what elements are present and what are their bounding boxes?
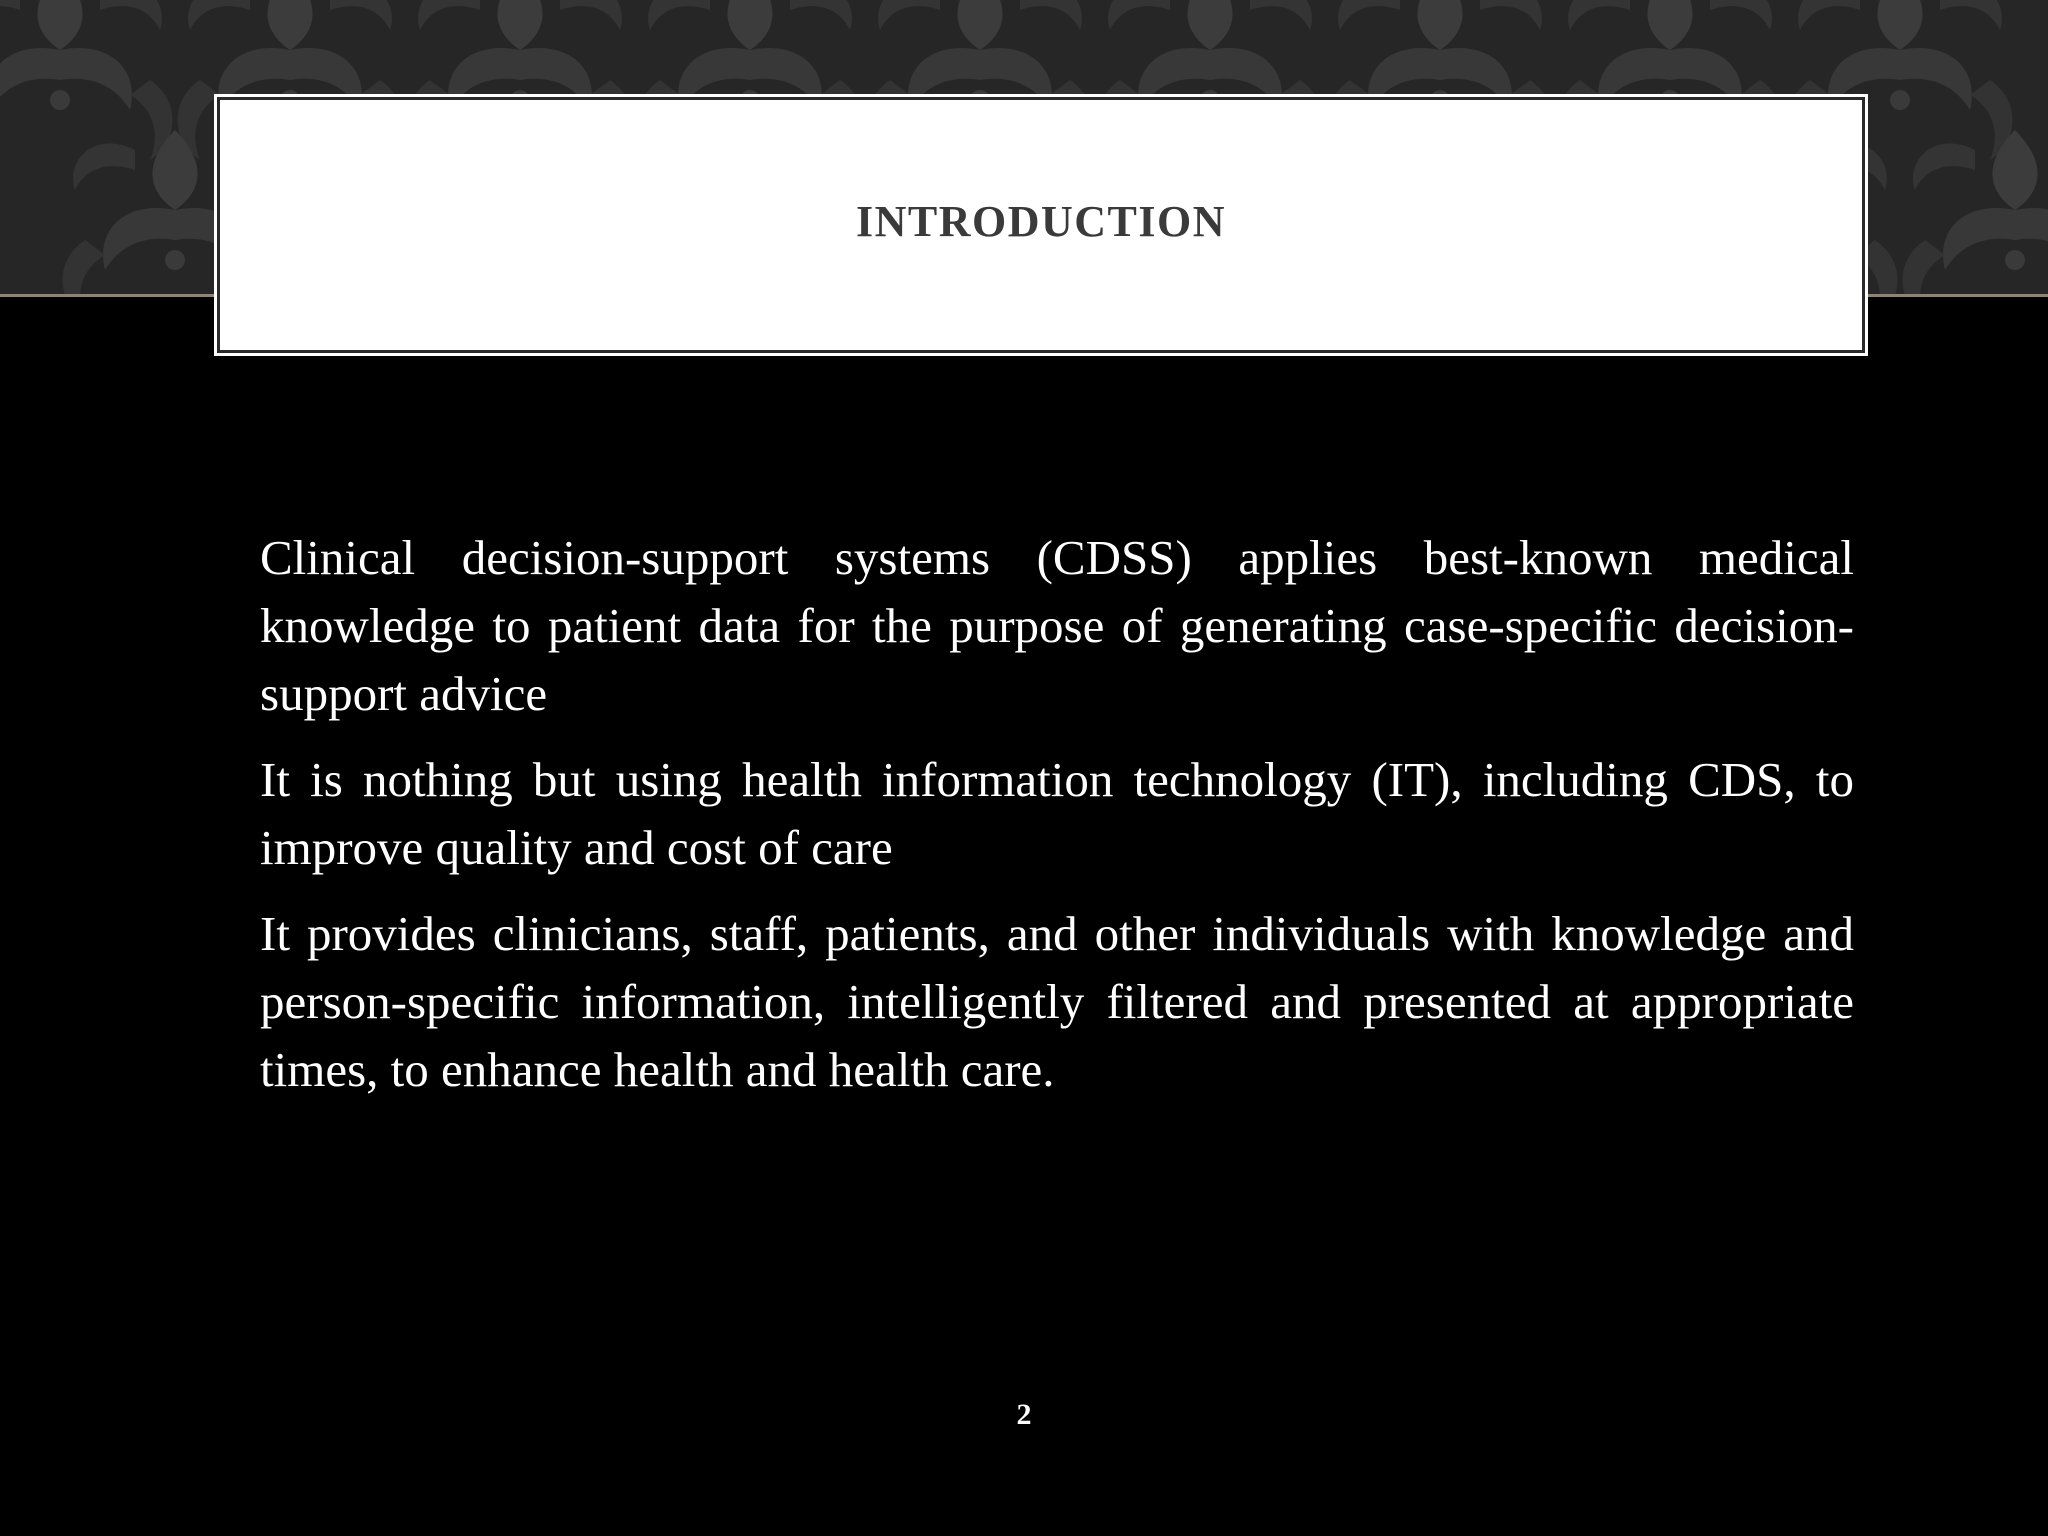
page-number: 2: [1016, 1398, 1032, 1431]
body-paragraph: It provides clinicians, staff, patients, and other individuals with knowledge and person-specific information, intelligently filtered and presented at appropriate times, to enhance health and health care.: [260, 906, 1854, 1097]
body-paragraph: Clinical decision-support systems (CDSS) applies best-known medical knowledge to patient data for the purpose of generating case-specific decision-support advice: [260, 530, 1854, 721]
slide-title: INTRODUCTION: [855, 197, 1227, 246]
body-paragraph: It is nothing but using health information technology (IT), including CDS, to improve quality and cost of care: [260, 752, 1854, 875]
slide-body: [260, 524, 1854, 1122]
